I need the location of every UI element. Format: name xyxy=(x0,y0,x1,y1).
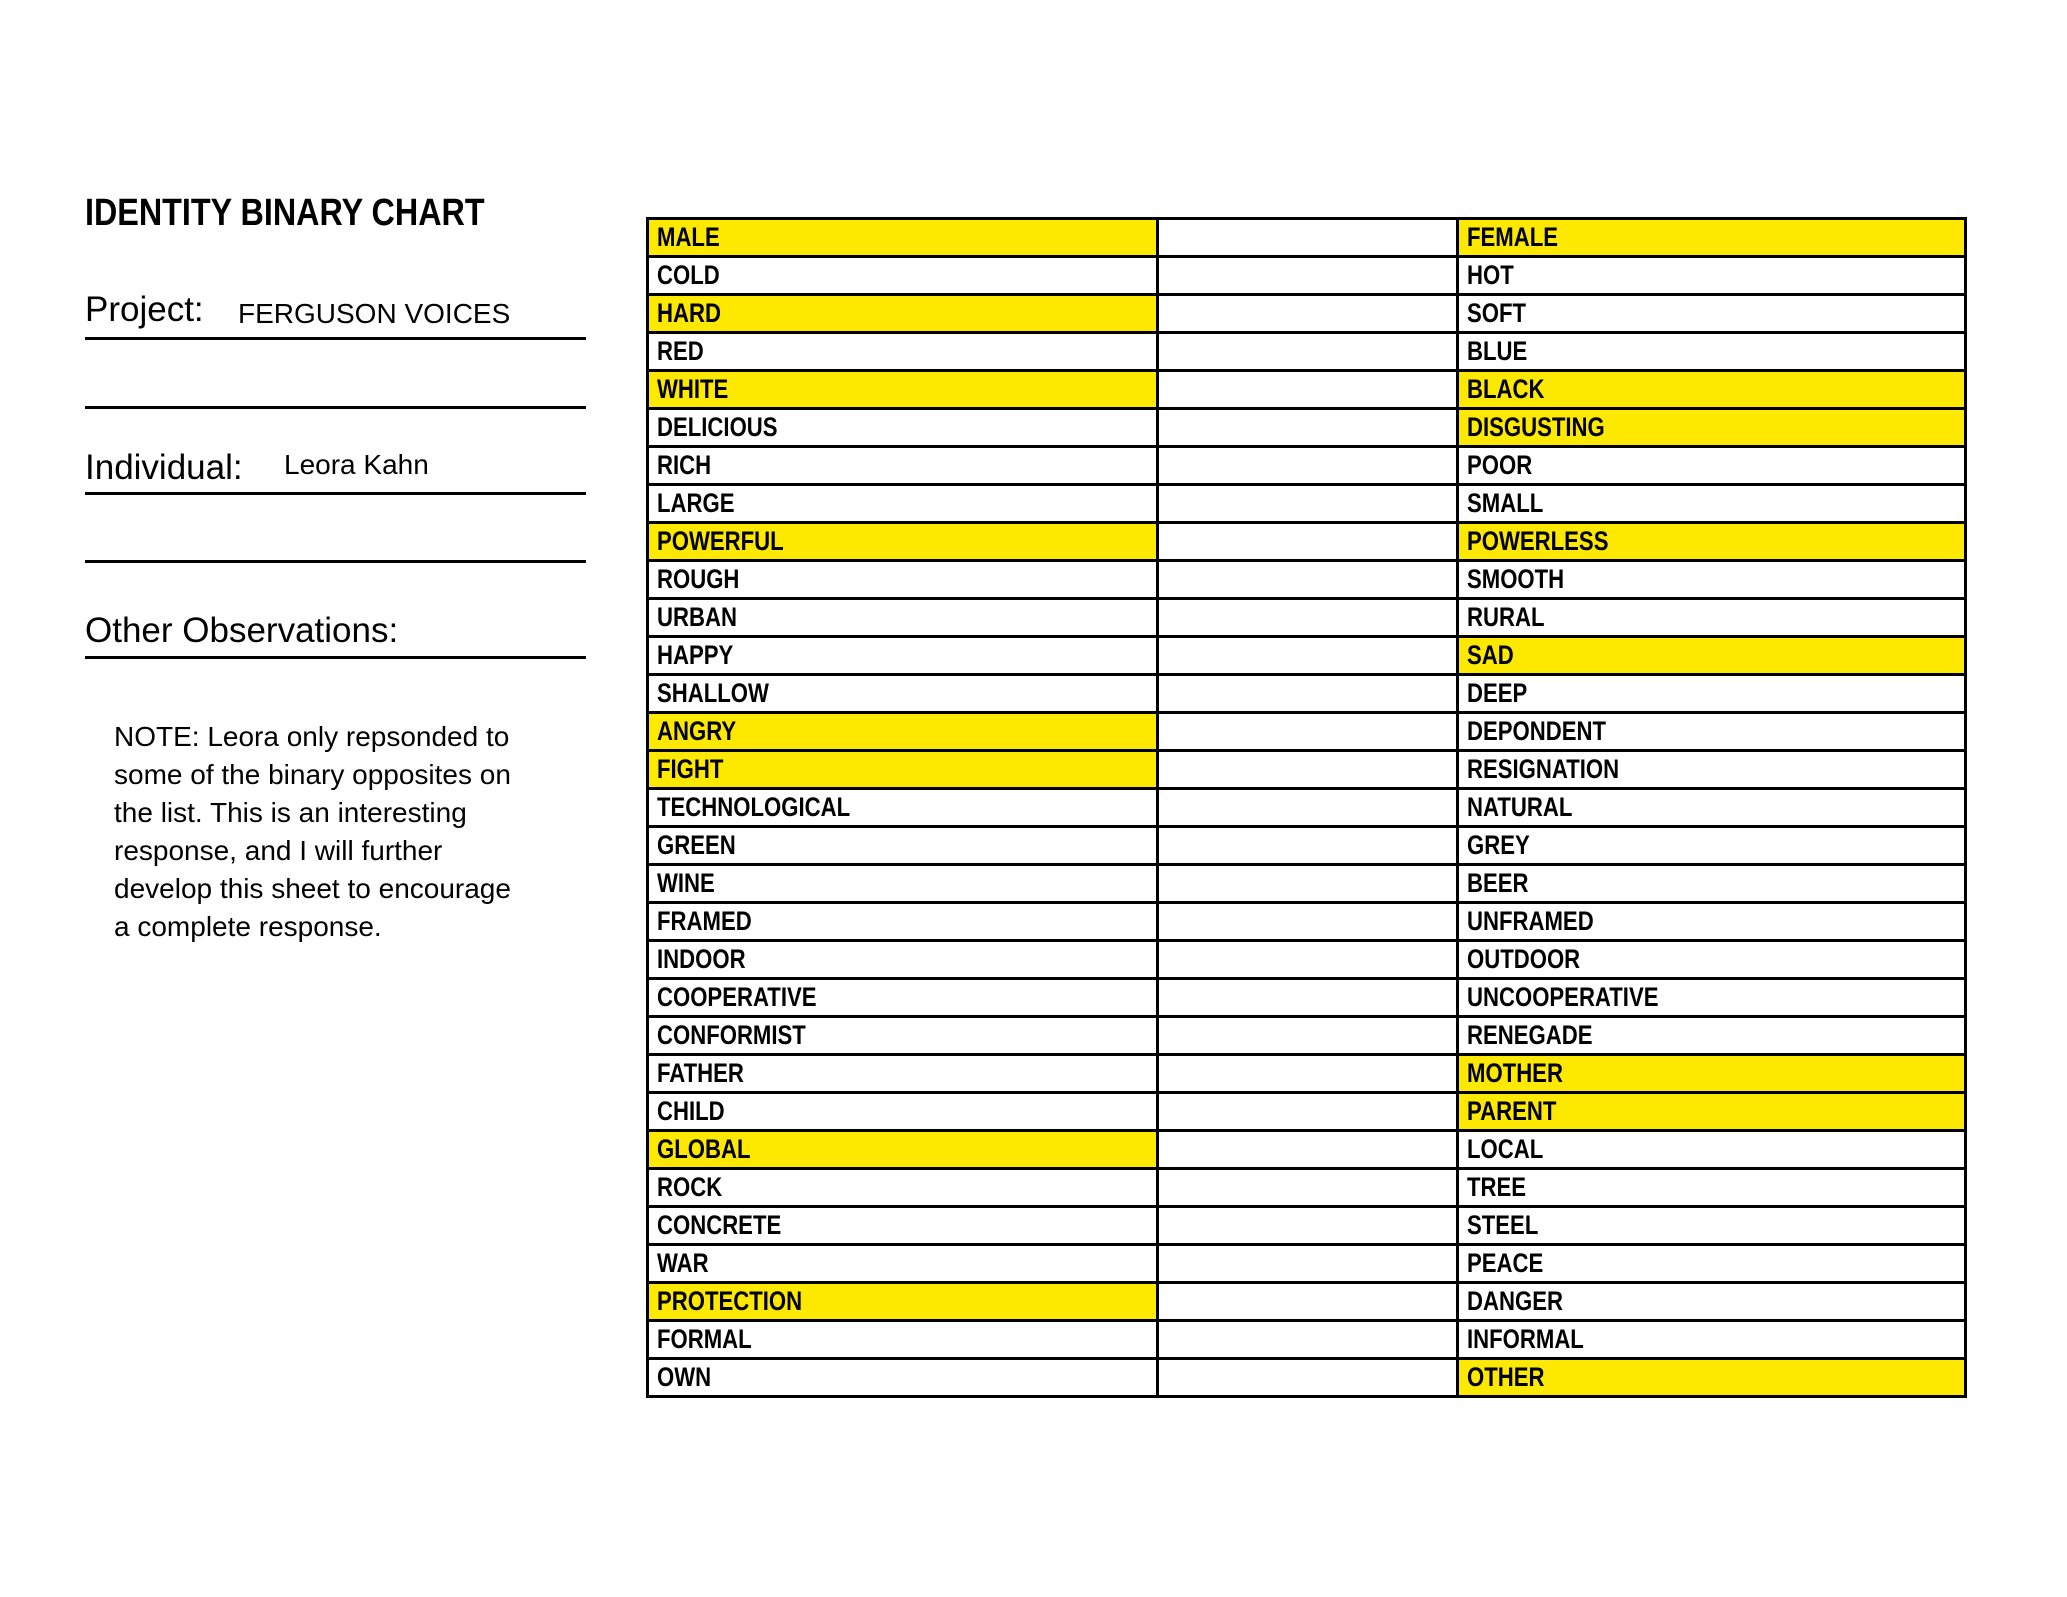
left-term xyxy=(648,713,1158,751)
left-term xyxy=(648,827,1158,865)
middle-cell xyxy=(1158,371,1458,409)
right-term-label: SOFT xyxy=(1467,298,1527,328)
right-term-label: NATURAL xyxy=(1467,792,1573,822)
left-term xyxy=(648,333,1158,371)
right-term-label: UNCOOPERATIVE xyxy=(1467,982,1659,1012)
left-term xyxy=(648,1169,1158,1207)
left-term xyxy=(648,675,1158,713)
middle-cell xyxy=(1158,1055,1458,1093)
table-row xyxy=(648,751,1966,789)
table-row xyxy=(648,1359,1966,1397)
left-term xyxy=(648,219,1158,257)
left-term xyxy=(648,903,1158,941)
table-row xyxy=(648,941,1966,979)
right-term-label: OUTDOOR xyxy=(1467,944,1581,974)
middle-cell xyxy=(1158,751,1458,789)
table-row xyxy=(648,523,1966,561)
middle-cell xyxy=(1158,1017,1458,1055)
table-row xyxy=(648,637,1966,675)
table-row xyxy=(648,447,1966,485)
middle-cell xyxy=(1158,523,1458,561)
right-term xyxy=(1458,257,1966,295)
table-row xyxy=(648,1245,1966,1283)
left-term xyxy=(648,485,1158,523)
left-term xyxy=(648,637,1158,675)
right-term-label: FEMALE xyxy=(1467,222,1559,252)
middle-cell xyxy=(1158,979,1458,1017)
table-row xyxy=(648,1207,1966,1245)
middle-cell xyxy=(1158,941,1458,979)
middle-cell xyxy=(1158,1321,1458,1359)
left-term xyxy=(648,1283,1158,1321)
right-term xyxy=(1458,1359,1966,1397)
right-term xyxy=(1458,409,1966,447)
table-row xyxy=(648,789,1966,827)
middle-cell xyxy=(1158,485,1458,523)
table-row xyxy=(648,1055,1966,1093)
middle-cell xyxy=(1158,1245,1458,1283)
table-row xyxy=(648,561,1966,599)
right-term xyxy=(1458,1017,1966,1055)
left-term-label: CONCRETE xyxy=(657,1210,782,1240)
left-term-label: FIGHT xyxy=(657,754,724,784)
observation-note: NOTE: Leora only repsonded to some of the binary opposites on the list. This is an interesting response, and I will further develop this sheet to encourage a complete response. xyxy=(114,721,511,942)
right-term-label: BEER xyxy=(1467,868,1529,898)
middle-cell xyxy=(1158,827,1458,865)
left-term xyxy=(648,941,1158,979)
left-term-label: INDOOR xyxy=(657,944,746,974)
right-term xyxy=(1458,447,1966,485)
left-term xyxy=(648,409,1158,447)
left-term-label: MALE xyxy=(657,222,720,252)
right-term xyxy=(1458,1207,1966,1245)
right-term xyxy=(1458,751,1966,789)
left-term-label: TECHNOLOGICAL xyxy=(657,792,851,822)
left-term-label: POWERFUL xyxy=(657,526,784,556)
table-row xyxy=(648,371,1966,409)
table-row xyxy=(648,713,1966,751)
middle-cell xyxy=(1158,333,1458,371)
middle-cell xyxy=(1158,903,1458,941)
table-row xyxy=(648,827,1966,865)
left-term-label: PROTECTION xyxy=(657,1286,803,1316)
right-term xyxy=(1458,523,1966,561)
left-term xyxy=(648,789,1158,827)
project-line-extra xyxy=(85,406,586,409)
table-row xyxy=(648,295,1966,333)
left-term-label: HARD xyxy=(657,298,721,328)
table-row xyxy=(648,1017,1966,1055)
left-term xyxy=(648,295,1158,333)
left-term xyxy=(648,751,1158,789)
left-term-label: GLOBAL xyxy=(657,1134,751,1164)
left-term-label: RED xyxy=(657,336,704,366)
table-row xyxy=(648,409,1966,447)
left-term-label: WAR xyxy=(657,1248,709,1278)
middle-cell xyxy=(1158,675,1458,713)
left-term-label: LARGE xyxy=(657,488,735,518)
middle-cell xyxy=(1158,1359,1458,1397)
left-term-label: COLD xyxy=(657,260,720,290)
left-term-label: FORMAL xyxy=(657,1324,752,1354)
table-row xyxy=(648,1321,1966,1359)
right-term-label: RESIGNATION xyxy=(1467,754,1620,784)
left-term xyxy=(648,1245,1158,1283)
right-term xyxy=(1458,1055,1966,1093)
right-term xyxy=(1458,599,1966,637)
middle-cell xyxy=(1158,637,1458,675)
right-term-label: OTHER xyxy=(1467,1362,1545,1392)
right-term xyxy=(1458,371,1966,409)
left-term xyxy=(648,865,1158,903)
left-term-label: CHILD xyxy=(657,1096,725,1126)
table-row xyxy=(648,485,1966,523)
middle-cell xyxy=(1158,447,1458,485)
right-term xyxy=(1458,941,1966,979)
right-term-label: SMOOTH xyxy=(1467,564,1565,594)
left-term xyxy=(648,1207,1158,1245)
right-term-label: DEEP xyxy=(1467,678,1528,708)
right-term xyxy=(1458,1093,1966,1131)
left-term-label: ROUGH xyxy=(657,564,740,594)
middle-cell xyxy=(1158,1283,1458,1321)
middle-cell xyxy=(1158,865,1458,903)
right-term-label: RENEGADE xyxy=(1467,1020,1593,1050)
table-row xyxy=(648,333,1966,371)
right-term xyxy=(1458,865,1966,903)
left-term-label: HAPPY xyxy=(657,640,734,670)
middle-cell xyxy=(1158,561,1458,599)
middle-cell xyxy=(1158,599,1458,637)
left-term xyxy=(648,257,1158,295)
left-term xyxy=(648,1017,1158,1055)
right-term xyxy=(1458,675,1966,713)
observations-line xyxy=(85,656,586,659)
table-row xyxy=(648,675,1966,713)
right-term xyxy=(1458,333,1966,371)
right-term-label: PEACE xyxy=(1467,1248,1544,1278)
table-row xyxy=(648,1169,1966,1207)
middle-cell xyxy=(1158,1169,1458,1207)
right-term-label: SMALL xyxy=(1467,488,1544,518)
project-line xyxy=(85,337,586,340)
right-term xyxy=(1458,1245,1966,1283)
individual-value: Leora Kahn xyxy=(284,449,429,480)
table-row xyxy=(648,599,1966,637)
right-term-label: GREY xyxy=(1467,830,1530,860)
left-term-label: FRAMED xyxy=(657,906,752,936)
right-term-label: SAD xyxy=(1467,640,1514,670)
right-term xyxy=(1458,1169,1966,1207)
right-term-label: MOTHER xyxy=(1467,1058,1563,1088)
observations-label: Other Observations: xyxy=(85,611,399,650)
left-term xyxy=(648,561,1158,599)
project-value: FERGUSON VOICES xyxy=(238,298,511,329)
right-term-label: RURAL xyxy=(1467,602,1545,632)
right-term-label: DANGER xyxy=(1467,1286,1563,1316)
middle-cell xyxy=(1158,1093,1458,1131)
left-term xyxy=(648,1055,1158,1093)
left-term-label: GREEN xyxy=(657,830,736,860)
left-term xyxy=(648,1131,1158,1169)
left-term-label: COOPERATIVE xyxy=(657,982,817,1012)
right-term xyxy=(1458,637,1966,675)
left-term xyxy=(648,1359,1158,1397)
right-term xyxy=(1458,789,1966,827)
right-term xyxy=(1458,561,1966,599)
individual-line-extra xyxy=(85,560,586,563)
left-term-label: DELICIOUS xyxy=(657,412,778,442)
table-row xyxy=(648,1093,1966,1131)
left-term xyxy=(648,371,1158,409)
individual-line xyxy=(85,492,586,495)
right-term xyxy=(1458,1131,1966,1169)
table-row xyxy=(648,257,1966,295)
table-row xyxy=(648,979,1966,1017)
middle-cell xyxy=(1158,1131,1458,1169)
left-term-label: ANGRY xyxy=(657,716,737,746)
right-term-label: DISGUSTING xyxy=(1467,412,1605,442)
right-term xyxy=(1458,1283,1966,1321)
middle-cell xyxy=(1158,713,1458,751)
right-term-label: STEEL xyxy=(1467,1210,1539,1240)
right-term xyxy=(1458,903,1966,941)
left-term-label: WINE xyxy=(657,868,715,898)
left-term xyxy=(648,447,1158,485)
table-row xyxy=(648,219,1966,257)
left-term-label: ROCK xyxy=(657,1172,723,1202)
project-label: Project: xyxy=(85,290,204,329)
left-term-label: URBAN xyxy=(657,602,737,632)
right-term-label: POWERLESS xyxy=(1467,526,1609,556)
right-term-label: UNFRAMED xyxy=(1467,906,1594,936)
right-term-label: HOT xyxy=(1467,260,1514,290)
left-term xyxy=(648,523,1158,561)
right-term xyxy=(1458,979,1966,1017)
right-term xyxy=(1458,713,1966,751)
right-term-label: BLACK xyxy=(1467,374,1545,404)
left-term-label: SHALLOW xyxy=(657,678,769,708)
middle-cell xyxy=(1158,789,1458,827)
left-term-label: FATHER xyxy=(657,1058,744,1088)
individual-label: Individual: xyxy=(85,448,243,487)
right-term-label: TREE xyxy=(1467,1172,1527,1202)
table-row xyxy=(648,865,1966,903)
left-term-label: RICH xyxy=(657,450,712,480)
left-term-label: OWN xyxy=(657,1362,712,1392)
left-term-label: WHITE xyxy=(657,374,729,404)
right-term-label: BLUE xyxy=(1467,336,1528,366)
left-term xyxy=(648,979,1158,1017)
right-term-label: POOR xyxy=(1467,450,1533,480)
right-term-label: LOCAL xyxy=(1467,1134,1544,1164)
table-row xyxy=(648,903,1966,941)
middle-cell xyxy=(1158,1207,1458,1245)
right-term xyxy=(1458,219,1966,257)
table-row xyxy=(648,1283,1966,1321)
left-term-label: CONFORMIST xyxy=(657,1020,806,1050)
right-term xyxy=(1458,827,1966,865)
right-term-label: PARENT xyxy=(1467,1096,1557,1126)
right-term xyxy=(1458,295,1966,333)
middle-cell xyxy=(1158,409,1458,447)
right-term xyxy=(1458,1321,1966,1359)
left-term xyxy=(648,1093,1158,1131)
table-row xyxy=(648,1131,1966,1169)
right-term xyxy=(1458,485,1966,523)
left-term xyxy=(648,1321,1158,1359)
middle-cell xyxy=(1158,295,1458,333)
binary-grid xyxy=(646,217,1967,1398)
chart-title: IDENTITY BINARY CHART xyxy=(85,192,485,234)
left-term xyxy=(648,599,1158,637)
middle-cell xyxy=(1158,257,1458,295)
right-term-label: INFORMAL xyxy=(1467,1324,1584,1354)
middle-cell xyxy=(1158,219,1458,257)
right-term-label: DEPONDENT xyxy=(1467,716,1607,746)
